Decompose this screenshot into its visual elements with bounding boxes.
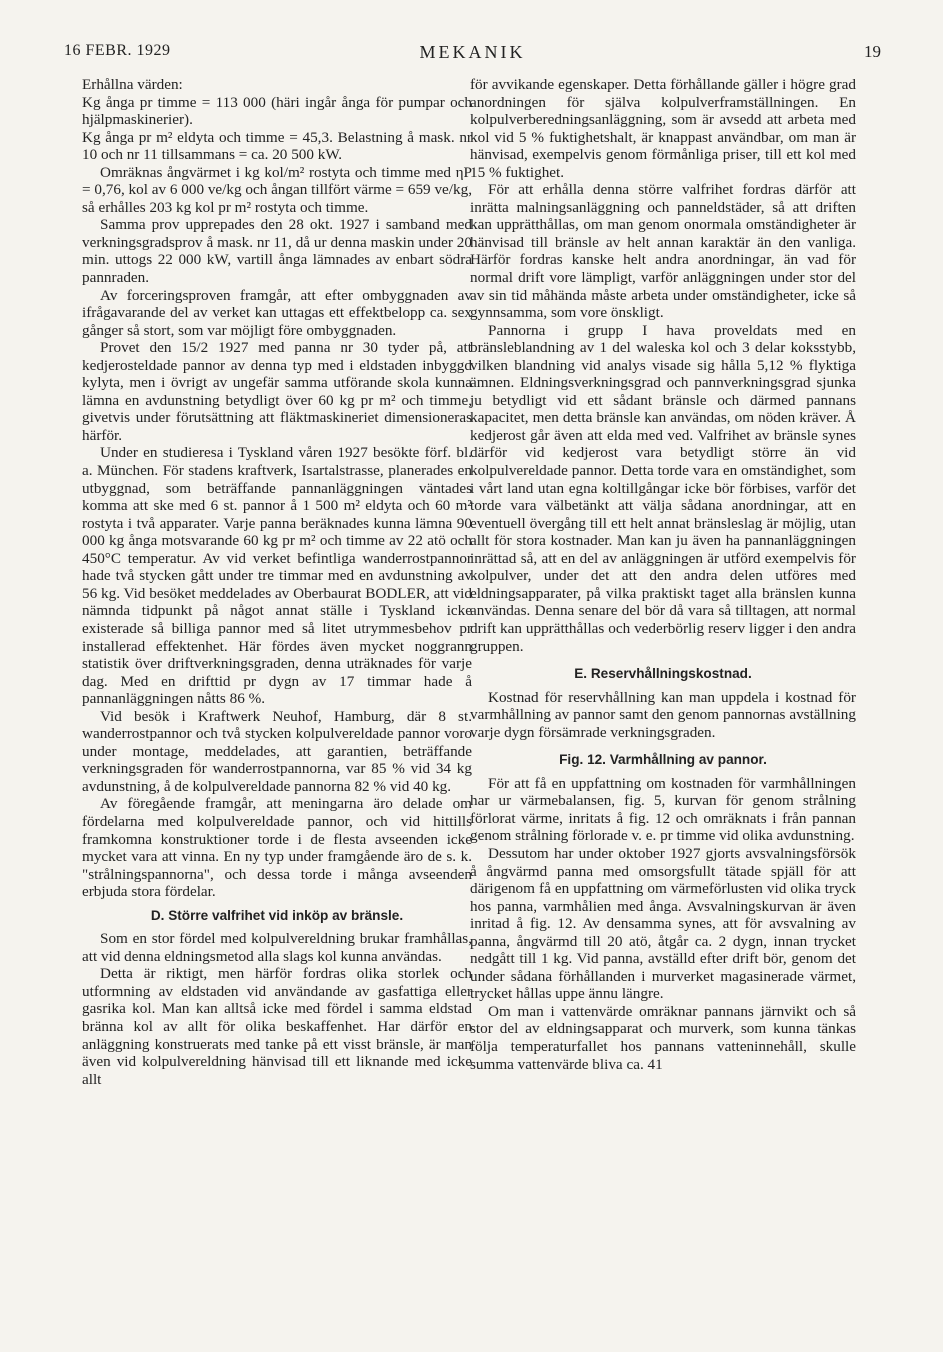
section-heading-e: E. Reservhållningskostnad. — [574, 666, 752, 682]
paragraph: Kostnad för reservhållning kan man uppdela i kostnad för varmhållning av pannor samt den genom pannornas avställning varje dygn försämrade verkningsgraden. — [470, 688, 856, 741]
paragraph: Samma prov upprepades den 28 okt. 1927 i samband med verkningsgradsprov å mask. nr 11, då ur denna maskin under 20 min. uttogs 22 000 kW, vartill ånga lämnades av enbart södra pannraden. — [82, 216, 472, 287]
paragraph: Dessutom har under oktober 1927 gjorts avsvalningsförsök å ångvärmd panna med omsorgsfullt tätade spjäll för att därigenom få en uppfattning om värmeförlusten vid olika tryck hos panna, varmhålien med ånga. Avsvalningskurvan är även inritad å fig. 12. Av densamma synes, att för avsvalning av panna, ångvärmd till 20 atö, åtgår ca. 2 dygn, innan trycket nedgått till 1 kg. Vid panna, avställd efter drift bör, genom det under sådana förhållanden i murverket magasinerade värmet, trycket hållas uppe ännu längre. — [470, 844, 856, 1003]
left-column — [82, 76, 472, 1088]
paragraph: Kg ånga pr m² eldyta och timme = 45,3. Belastning å mask. nr 10 och nr 11 tillsammans = ca. 20 500 kW. — [82, 128, 472, 164]
page-number: 19 — [864, 42, 881, 61]
paragraph: Som en stor fördel med kolpulvereldning brukar framhållas, att vid denna eldningsmetod alla slags kol kunna användas. — [82, 930, 472, 965]
paragraph: Vid besök i Kraftwerk Neuhof, Hamburg, där 8 st. wanderrostpannor och två stycken kolpulvereldade pannor voro under montage, meddelades, att garantien, beträffande verkningsgraden för wanderrostpannorna, var 85 % vid 34 kg avdunstning, å de kolpulvereldade pannorna 82 % vid 40 kg. — [82, 707, 472, 795]
paragraph: Av föregående framgår, att meningarna äro delade om fördelarna med kolpulvereldade pannor, och vid hittills framkomna konstruktioner torde i de flesta avseenden icke mycket vara att vinna. En ny typ under framgående äro de s. k. "strålningspannorna", och dessa torde i många avseenden erbjuda stora fördelar. — [82, 795, 472, 901]
paragraph: Av forceringsproven framgår, att efter ombyggnaden av ifrågavarande del av verket kan uttagas ett effektbelopp ca. sex gånger så stort, som var möjligt före ombyggnaden. — [82, 286, 472, 339]
header-journal-title: MEKANIK — [419, 42, 526, 62]
paragraph: Detta är riktigt, men härför fordras olika storlek och utformning av eldstaden vid användande av gasfattiga eller gasrika kol. Man kan alltså icke med fördel i samma eldstad bränna kol av allt för olika beskaffenhet. Har därför en anläggning konstruerats med tanke på ett visst bränsle, är man även vid kolpulvereldning hänvisad till ett liknande med icke allt — [82, 965, 472, 1088]
header-date: 16 FEBR. 1929 — [64, 42, 171, 59]
spacer — [470, 655, 856, 665]
paragraph: Under en studieresa i Tyskland våren 1927 besökte förf. bl. a. München. För stadens kraftverk, Isartalstrasse, planerades en utbyggnad, som beträffande pannanläggningen väntades komma att ske med 6 st. pannor å 1 500 m² eldyta och 60 m² rostyta i två apparater. Varje panna beräknades kunna lämna 90 000 kg ånga motsvarande 60 kg pr m² och timme av 22 atö och 450°C temperatur. Av vid verket befintliga wanderrostpannor hade två stycken gått under tre timmar med en avdunstning av 56 kg. Vid besöket meddelades av Oberbaurat BODLER, att vid nämnda tidpunkt på något annat ställe i Tyskland icke existerade så billiga pannor med så litet utrymmesbehov pr installerad effektenhet. Här fördes även mycket noggrann statistik över driftverkningsgraden, denna uträknades för varje dag. Med en drifttid pr dygn av 17 timmar hade å pannanläggningen nåtts 86 %. — [82, 444, 472, 708]
paragraph: Erhållna värden: — [82, 76, 183, 93]
paragraph: Kg ånga pr timme = 113 000 (häri ingår ånga för pumpar och hjälpmaskinerier). — [82, 93, 472, 129]
page-header — [64, 42, 881, 64]
spacer — [470, 741, 856, 751]
paragraph: Omräknas ångvärmet i kg kol/m² rostyta och timme med ηP = 0,76, kol av 6 000 ve/kg och ångan tillfört värme = 659 ve/kg, så erhålles 203 kg kol pr m² rostyta och timme. — [82, 163, 472, 216]
paragraph: Om man i vattenvärde omräknar pannans järnvikt och så stor del av eldningsapparat och murverk, som kunna tänkas följa temperaturfallet hos pannans vatteninnehåll, skulle summa vattenvärde bliva ca. 41 — [470, 1002, 856, 1073]
paragraph: för avvikande egenskaper. Detta förhållande gäller i högre grad anordningen för själva kolpulverframställningen. En kolpulverberedningsanläggning, som är avsedd att arbeta med kol vid 5 % fuktighetshalt, är knappast användbar, om man är hänvisad, exempelvis genom förmånliga priser, till ett kol med 15 % fuktighet. — [470, 76, 856, 181]
paragraph: För att erhålla denna större valfrihet fordras därför att inrätta malningsanläggning och panneldstäder, så att driften kan upprätthållas, om man genom onormala omständigheter är hänvisad till bränsle av helt annan karaktär än den vanliga. Härför fordras kanske helt andra anordningar, än vad för normal drift vore lämpligt, varför anläggningen under stor del av sin tid måhända måste arbeta under omständigheter, icke så gynnsamma, som vore önskligt. — [470, 181, 856, 322]
right-column — [470, 76, 856, 1073]
figure-12-heading: Fig. 12. Varmhållning av pannor. — [559, 752, 767, 768]
section-heading-d: D. Större valfrihet vid inköp av bränsle. — [150, 907, 404, 923]
paragraph: För att få en uppfattning om kostnaden för varmhållningen har ur värmebalansen, fig. 5, kurvan för genom strålning förlorat värme, inritats å fig. 12 och omräknats i från pannan genom strålning förlorade v. e. pr timme vid olika avdunstning. — [470, 774, 856, 845]
paragraph: Pannorna i grupp I hava proveldats med en bränsleblandning av 1 del waleska kol och 3 delar koksstybb, vilken blandning vid analys visade sig hålla 5,12 % flyktiga ämnen. Eldningsverkningsgrad och pannverkningsgrad sjunka ju betydligt vid ett sådant bränsle och därmed pannans kapacitet, men detta bränsle kan användas, om nöden kräver. Å kedjerost går även att elda med ved. Valfrihet av bränsle synes därför vid kedjerost vara betydligt större än vid kolpulvereldade pannor. Detta torde vara en omständighet, som i vårt land utan egna koltillgångar icke bör förbises, varför det torde vara välbetänkt att välja sådana anordningar, att en eventuell övergång till ett helt annat bränsleslag är möjlig, utan allt för stora kostnader. Man kan ju även ha pannanläggningen inrättad så, att en del av anläggningen är utförd exempelvis för kolpulver, under det att den andra delen utföres med eldningsapparater, på vilka praktiskt taget alla bränslen kunna användas. Denna senare del bör då vara så tilltagen, att normal drift kan upprätthållas och vederbörlig reserv ligger i den andra gruppen. — [470, 321, 856, 655]
paragraph: Provet den 15/2 1927 med panna nr 30 tyder på, att kedjerosteldade pannor av denna typ med i eldstaden inbyggd kylyta, men i övrigt av ungefär samma utförande skola kunna lämna en avdunstning betydligt över 60 kg pr m² och timme, givetvis under förutsättning att fläktmaskineriet dimensioneras härför. — [82, 339, 472, 444]
